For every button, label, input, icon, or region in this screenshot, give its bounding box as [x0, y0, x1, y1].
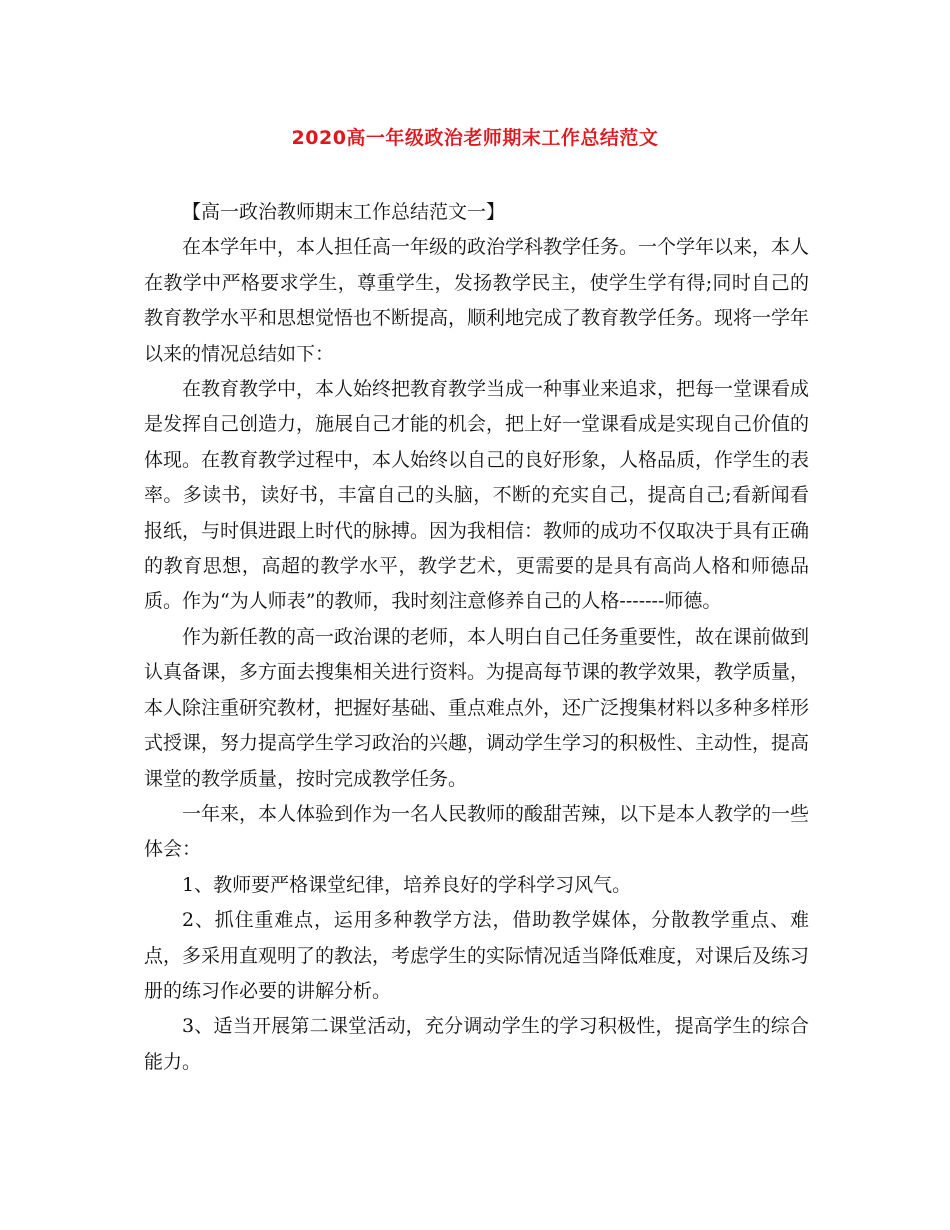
list-item-1: 1、教师要严格课堂纪律，培养良好的学科学习风气。 — [182, 873, 632, 896]
document-title: 2020高一年级政治老师期末工作总结范文 — [291, 127, 659, 149]
section-heading: 【高一政治教师期末工作总结范文一】 — [182, 201, 506, 223]
paragraph-intro: 在本学年中，本人担任高一年级的政治学科教学任务。一个学年以来，本人在教学中严格要求学生，尊重学生，发扬教学民主，使学生学有得;同时自己的教育教学水平和思想觉悟也不断提高，顺利地完成了教育教学任务。现将一学年以来的情况总结如下： — [144, 236, 810, 365]
list-item-2: 2、抓住重难点，运用多种教学方法，借助教学媒体，分散教学重点、难点，多采用直观明了的教法，考虑学生的实际情况适当降低难度，对课后及练习册的练习作必要的讲解分析。 — [144, 909, 810, 1002]
list-item-3: 3、适当开展第二课堂活动，充分调动学生的学习积极性，提高学生的综合能力。 — [144, 1015, 809, 1073]
document-body — [144, 195, 809, 1080]
paragraph-preparation: 作为新任教的高一政治课的老师，本人明白自己任务重要性，故在课前做到认真备课，多方面去搜集相关进行资料。为提高每节课的教学效果，教学质量，本人除注重研究教材，把握好基础、重点难点外，还广泛搜集材料以多种多样形式授课，努力提高学生学习政治的兴趣，调动学生学习的积极性、主动性，提高课堂的教学质量，按时完成教学任务。 — [144, 625, 810, 790]
paragraph-experience: 一年来，本人体验到作为一名人民教师的酸甜苦辣，以下是本人教学的一些体会： — [144, 802, 810, 861]
paragraph-teaching: 在教育教学中，本人始终把教育教学当成一种事业来追求，把每一堂课看成是发挥自己创造力，施展自己才能的机会，把上好一堂课看成是实现自己价值的体现。在教育教学过程中，本人始终以自己的良好形象，人格品质，作学生的表率。多读书，读好书，丰富自己的头脑，不断的充实自己，提高自己;看新闻看报纸，与时俱进跟上时代的脉搏。因为我相信：教师的成功不仅取决于具有正确的教育思想，高超的教学水平，教学艺术，更需要的是具有高尚人格和师德品质。作为“为人师表”的教师，我时刻注意修养自己的人格-------师德。 — [144, 378, 810, 613]
